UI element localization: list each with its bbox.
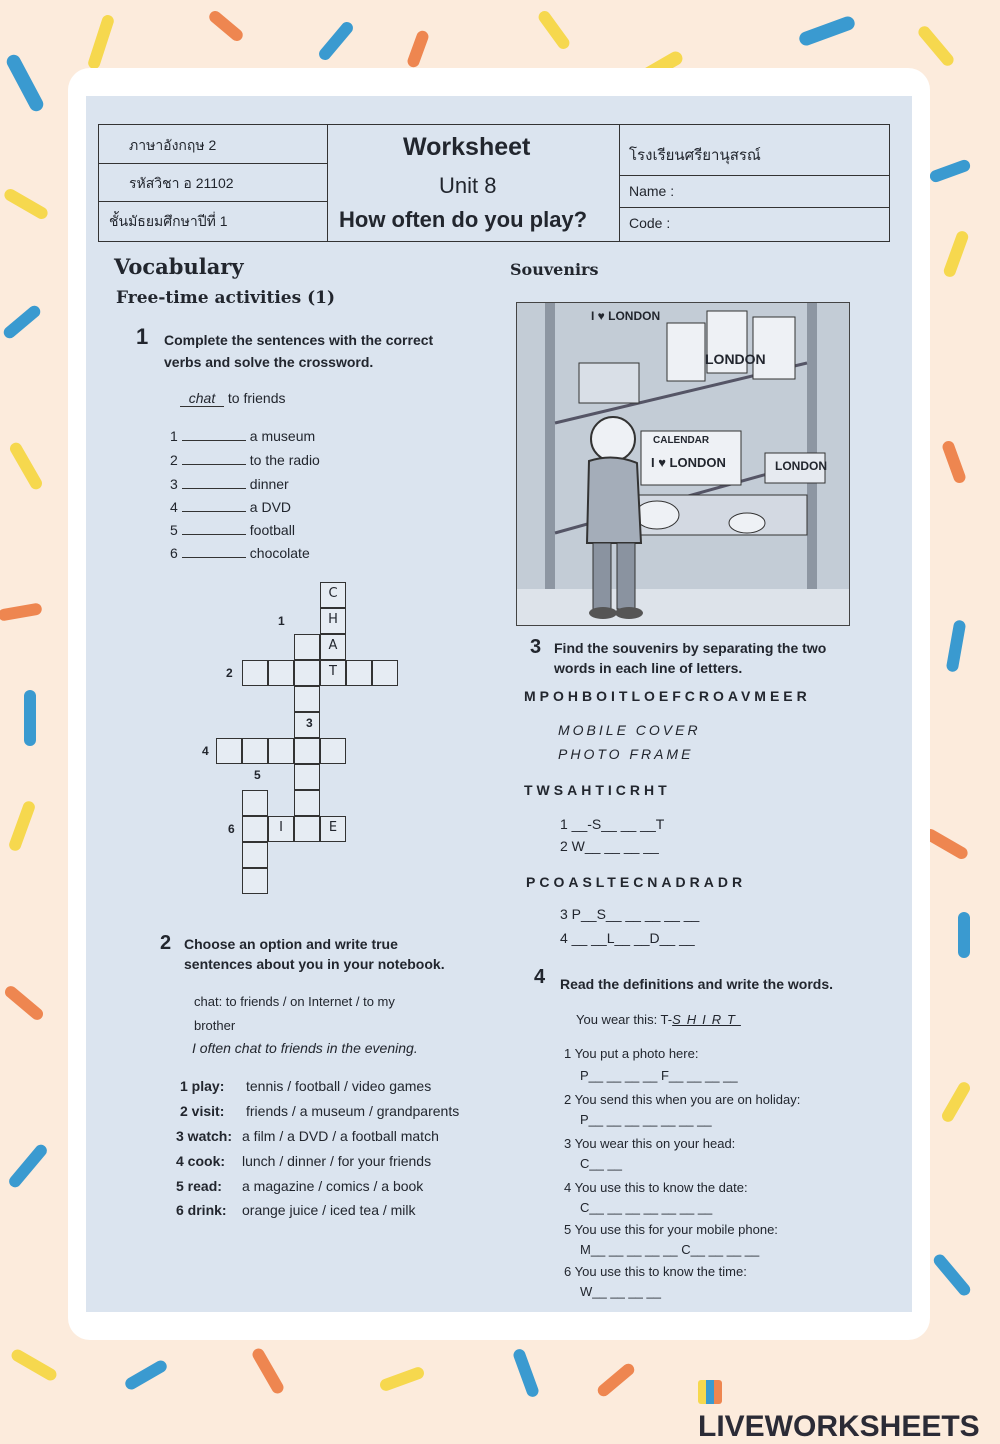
crossword-number: 1: [278, 614, 285, 628]
item-label: 4 cook:: [176, 1153, 226, 1169]
crossword-cell[interactable]: [294, 634, 320, 660]
sprinkle: [9, 1347, 58, 1382]
crossword-number: 5: [254, 768, 261, 782]
sprinkle: [3, 984, 46, 1023]
exercise-4-question: 1 You put a photo here:: [564, 1046, 699, 1061]
crossword-cell[interactable]: [294, 764, 320, 790]
sprinkle: [207, 9, 245, 44]
answer-blank[interactable]: [182, 546, 246, 558]
souvenir-shop-illustration: [516, 302, 850, 626]
exercise-4-question: 4 You use this to know the date:: [564, 1180, 748, 1195]
worksheet-title: Worksheet: [403, 133, 531, 161]
sign-text: LONDON: [775, 459, 827, 473]
answer-mobile-cover: MOBILE COVER: [558, 722, 701, 738]
subject-name: ภาษาอังกฤษ 2: [129, 137, 217, 153]
exercise-4-question: 6 You use this to know the time:: [564, 1264, 747, 1279]
liveworksheets-logo[interactable]: [698, 1376, 1000, 1444]
exercise-2-item: [176, 1202, 416, 1218]
crossword-cell[interactable]: [268, 660, 294, 686]
sprinkle: [7, 800, 36, 853]
sign-text: LONDON: [705, 351, 766, 367]
item-label: 3 watch:: [176, 1128, 233, 1144]
crossword-cell[interactable]: [294, 816, 320, 842]
crossword-cell[interactable]: [372, 660, 398, 686]
sprinkle: [536, 9, 572, 52]
exercise-4-instruction: Read the definitions and write the words.: [560, 976, 834, 992]
exercise-4-answer-blank[interactable]: M__ __ __ __ __ C__ __ __ __: [580, 1242, 760, 1257]
item-options: a film / a DVD / a football match: [242, 1128, 439, 1144]
crossword-cell[interactable]: [346, 660, 372, 686]
crossword-cell[interactable]: [294, 660, 320, 686]
sprinkle: [0, 602, 43, 621]
item-text: football: [249, 522, 295, 538]
crossword-cell[interactable]: [242, 738, 268, 764]
exercise-2-item: [180, 1103, 459, 1119]
exercise-4-number: 4: [534, 966, 546, 988]
item-text: chocolate: [249, 545, 310, 561]
sprinkle: [1, 303, 42, 340]
logo-badge-icon: [698, 1380, 722, 1404]
crossword-cell[interactable]: [320, 738, 346, 764]
sprinkle: [941, 439, 967, 484]
sprinkle: [931, 1252, 972, 1298]
exercise-3-question[interactable]: 4 __ __L__ __D__ __: [560, 930, 695, 946]
sprinkle: [250, 1346, 285, 1395]
letter-string: TWSAHTICRHT: [524, 782, 671, 798]
item-options: a magazine / comics / a book: [242, 1178, 424, 1194]
exercise-2-instruction-line1: Choose an option and write true: [184, 936, 398, 952]
item-number: 6: [170, 545, 178, 561]
item-text: dinner: [249, 476, 289, 492]
sprinkle: [8, 440, 44, 491]
item-label: 1 play:: [180, 1078, 225, 1094]
crossword-cell[interactable]: A: [320, 634, 346, 660]
crossword-cell[interactable]: [242, 790, 268, 816]
exercise-3-instruction-line1: Find the souvenirs by separating the two: [554, 640, 827, 656]
crossword-cell[interactable]: [216, 738, 242, 764]
unit-number: Unit 8: [439, 173, 497, 198]
crossword-cell[interactable]: [242, 868, 268, 894]
sign-text: I ♥ LONDON: [591, 309, 661, 323]
sprinkle: [512, 1347, 540, 1398]
crossword-cell[interactable]: T: [320, 660, 346, 686]
exercise-1-item: [170, 452, 320, 468]
sprinkle: [24, 690, 36, 746]
item-options: orange juice / iced tea / milk: [242, 1202, 416, 1218]
worksheet-paper: [86, 96, 912, 1312]
sprinkle: [378, 1365, 425, 1392]
item-options: tennis / football / video games: [246, 1078, 432, 1094]
crossword-cell[interactable]: C: [320, 582, 346, 608]
exercise-2-item: [176, 1153, 431, 1169]
exercise-2-item: [180, 1078, 431, 1094]
item-number: 1: [170, 428, 178, 444]
sprinkle: [406, 29, 430, 69]
letter-string: MPOHBOITLOEFCROAVMEER: [524, 688, 811, 704]
crossword-cell[interactable]: [242, 816, 268, 842]
sprinkle: [7, 1142, 50, 1190]
sign-text: CALENDAR: [653, 435, 710, 446]
exercise-3-instruction-line2: words in each line of letters.: [554, 660, 743, 676]
crossword-number: 2: [226, 666, 233, 680]
example-text: to friends: [227, 390, 286, 406]
answer-blank[interactable]: [182, 523, 246, 535]
exercise-1-instruction-line2: verbs and solve the crossword.: [164, 354, 374, 370]
crossword-cell[interactable]: [294, 738, 320, 764]
sprinkle: [317, 20, 356, 63]
sprinkle: [946, 619, 967, 672]
sprinkle: [87, 14, 116, 71]
letter-string: PCOASLTECNADRADR: [526, 874, 747, 890]
grade-level: ชั้นมัธยมศึกษาปีที่ 1: [109, 213, 228, 229]
answer-blank[interactable]: [182, 453, 246, 465]
example-answer: SHIRT: [672, 1012, 741, 1027]
crossword-cell[interactable]: H: [320, 608, 346, 634]
item-text: a museum: [249, 428, 316, 444]
exercise-1-item: [170, 476, 289, 492]
sprinkle: [123, 1358, 169, 1391]
answer-blank[interactable]: [182, 500, 246, 512]
sprinkle: [916, 24, 956, 68]
exercise-1-number: 1: [136, 324, 149, 349]
sign-text: I ♥ LONDON: [651, 455, 726, 470]
crossword-cell[interactable]: [294, 790, 320, 816]
item-text: a DVD: [249, 499, 292, 515]
sprinkle: [2, 187, 50, 221]
exercise-3-question[interactable]: 2 W__ __ __ __: [560, 838, 659, 854]
example-answer: chat: [180, 390, 224, 407]
example-text: You wear this: T-: [576, 1012, 673, 1027]
exercise-1-item: [170, 428, 315, 444]
crossword-cell[interactable]: E: [320, 816, 346, 842]
exercise-3-number: 3: [530, 636, 542, 658]
answer-blank[interactable]: [182, 429, 246, 441]
exercise-3-question[interactable]: 3 P__S__ __ __ __ __: [560, 906, 700, 922]
name-field-label: Name :: [629, 183, 675, 199]
free-time-subheading: Free-time activities (1): [116, 288, 335, 308]
exercise-4-example: [576, 1012, 741, 1027]
exercise-1-instruction-line1: Complete the sentences with the correct: [164, 332, 434, 348]
item-options: friends / a museum / grandparents: [246, 1103, 460, 1119]
item-label: 6 drink:: [176, 1202, 227, 1218]
item-number: 4: [170, 499, 178, 515]
exercise-4-question: 2 You send this when you are on holiday:: [564, 1092, 801, 1107]
exercise-2-instruction-line2: sentences about you in your notebook.: [184, 956, 445, 972]
subject-code: รหัสวิชา อ 21102: [129, 175, 234, 191]
exercise-2-example-line1: chat: to friends / on Internet / to my: [194, 994, 395, 1009]
item-options: lunch / dinner / for your friends: [242, 1153, 432, 1169]
answer-photo-frame: PHOTO FRAME: [558, 746, 694, 762]
item-text: to the radio: [249, 452, 320, 468]
crossword-cell[interactable]: [268, 738, 294, 764]
sprinkle: [928, 158, 972, 184]
exercise-4-answer-blank[interactable]: C__ __ __ __ __ __ __: [580, 1200, 713, 1215]
crossword-number: 6: [228, 822, 235, 836]
exercise-4-answer-blank[interactable]: P__ __ __ __ __ __ __: [580, 1112, 712, 1127]
exercise-4-answer-blank[interactable]: W__ __ __ __: [580, 1284, 661, 1299]
exercise-4-answer-blank[interactable]: C__ __: [580, 1156, 622, 1171]
souvenirs-heading: Souvenirs: [510, 260, 599, 279]
exercise-1-item: [170, 545, 310, 561]
sprinkle: [797, 15, 856, 48]
exercise-4-question: 5 You use this for your mobile phone:: [564, 1222, 778, 1237]
sprinkle: [4, 52, 45, 113]
item-label: 2 visit:: [180, 1103, 225, 1119]
item-number: 2: [170, 452, 178, 468]
exercise-2-example-line2: brother: [194, 1018, 236, 1033]
unit-title: How often do you play?: [339, 207, 588, 232]
exercise-4-answer-blank[interactable]: P__ __ __ __ F__ __ __ __: [580, 1068, 738, 1083]
code-field-label: Code :: [629, 215, 671, 231]
exercise-1-item: [170, 499, 291, 515]
sprinkle: [958, 912, 970, 958]
exercise-1-example: [180, 390, 285, 407]
exercise-2-item: [176, 1128, 439, 1144]
exercise-2-item: [176, 1178, 423, 1194]
crossword-cell[interactable]: [242, 842, 268, 868]
answer-blank[interactable]: [182, 477, 246, 489]
crossword-cell[interactable]: [242, 660, 268, 686]
crossword-number: 4: [202, 744, 209, 758]
sprinkle: [942, 229, 970, 278]
exercise-2-example-answer: I often chat to friends in the evening.: [192, 1040, 418, 1056]
exercise-1-item: [170, 522, 295, 538]
sprinkle: [940, 1080, 972, 1124]
exercise-3-question[interactable]: 1 __-S__ __ __T: [560, 816, 665, 832]
logo-text: LIVEWORKSHEETS: [698, 1410, 980, 1443]
item-number: 3: [170, 476, 178, 492]
item-label: 5 read:: [176, 1178, 222, 1194]
school-name: โรงเรียนศรียานุสรณ์: [629, 147, 761, 164]
crossword-number: 3: [306, 716, 313, 730]
crossword-cell[interactable]: I: [268, 816, 294, 842]
sprinkle: [595, 1361, 636, 1398]
vocabulary-heading: Vocabulary: [114, 254, 244, 279]
exercise-2-number: 2: [160, 932, 172, 954]
item-number: 5: [170, 522, 178, 538]
header-table: [98, 124, 890, 242]
exercise-4-question: 3 You wear this on your head:: [564, 1136, 736, 1151]
crossword-cell[interactable]: [294, 686, 320, 712]
